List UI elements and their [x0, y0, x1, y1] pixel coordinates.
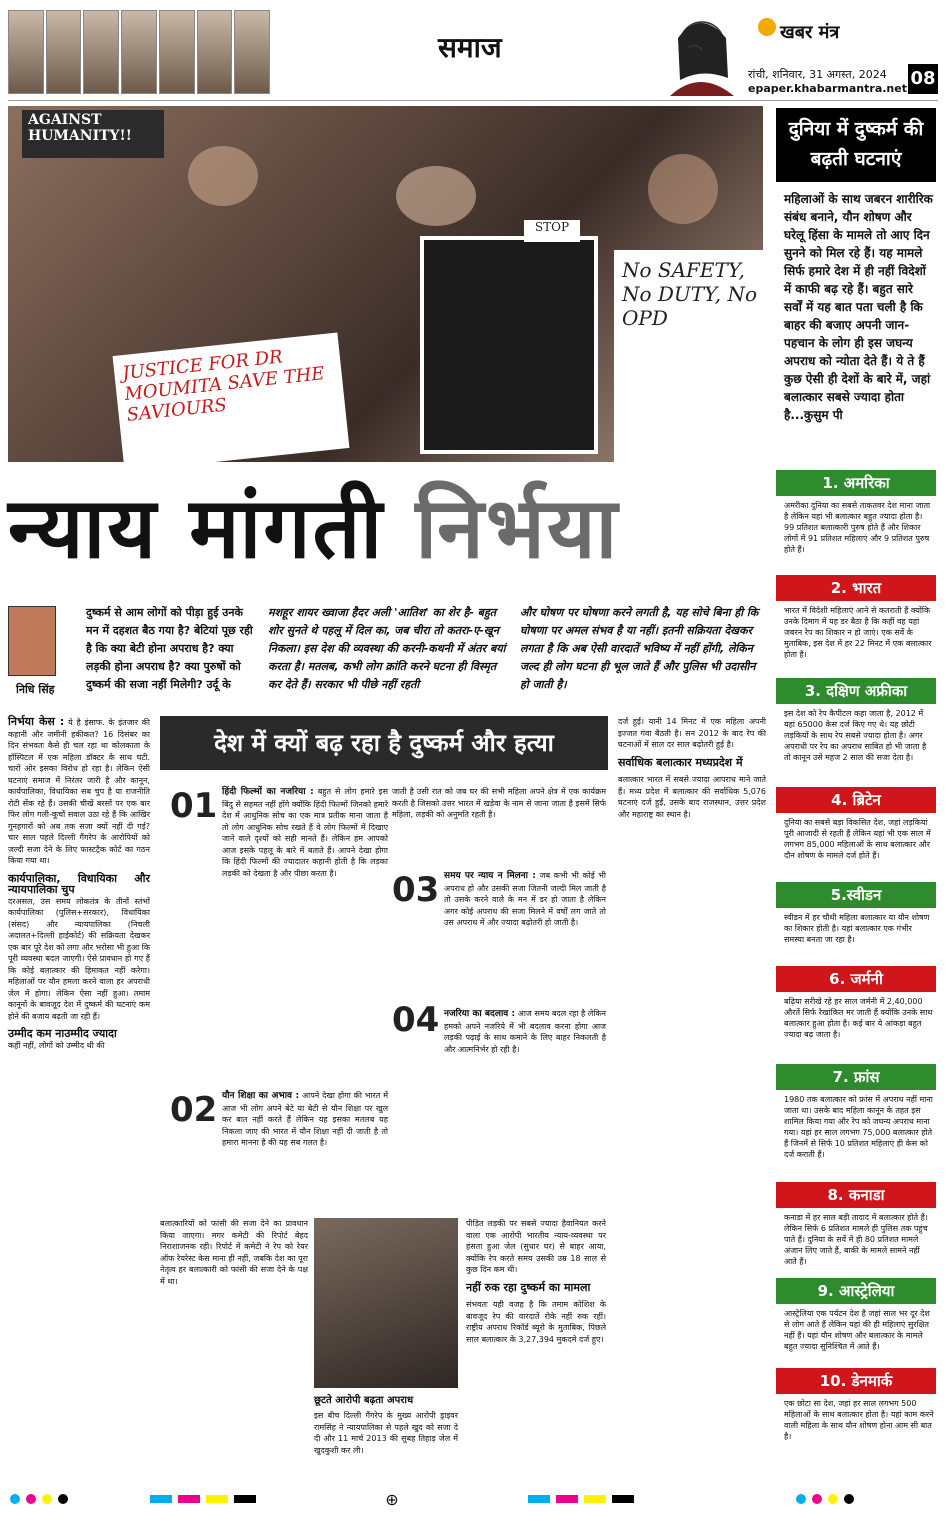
sidebar-country-text: एक छोटा सा देश, जहां हर साल लगभग 500 महिलाओं के साथ बलात्कार होता है। यहां काम करने वाली महिला के साथ यौन शोषण होना आम सी बात है। [784, 1399, 934, 1441]
section-03-head: समय पर न्याय न मिलना : [444, 871, 536, 881]
sidebar-country-text: कनाडा में हर साल बड़ी तादाद में बलात्कार होते हैं। लेकिन सिर्फ 6 प्रतिशत मामले ही पुलिस तक पहुंच पाते हैं। दुनिया के सर्वे में ही 80 प्रतिशत मामले अंजान लिए जाते हैं, बाकी के मामले सामने नहीं आते हैं। [784, 1213, 928, 1266]
photo-subhead: छूटते आरोपी बढ़ता अपराध [314, 1395, 414, 1406]
section-04-text: आज समय बदल रहा है लेकिन हमको अपने नजरिये में भी बदलाव करना होगा आज लड़की पढ़ाई के साथ कमाने के लिए बाहर निकलती है और आत्मनिर्भर हो रही है। [444, 1009, 607, 1054]
brand-logo-icon [758, 18, 776, 36]
protest-sign-4: STOP [524, 220, 580, 242]
sidebar-country-text: 1980 तक बलात्कार को फ्रांस में अपराध नहीं माना जाता था। उसके बाद महिला कानून के तहत इस शामिल किया गया और रेप को जघन्य अपराध माना गया। यहां हर साल लगभग 75,000 बलात्कार होते हैं जिनमें से सिर्फ 10 प्रतिशत महिलाएं ही केस को दर्ज कराती हैं। [784, 1095, 933, 1159]
intro-column-2: मशहूर शायर ख्वाजा हैदर अली 'आतिश' का शेर है- बहुत शोर सुनते थे पहलू में दिल का, जब चीरा तो कतरा-ए-खून निकला। इस देश की व्यवस्था की करनी-कथनी में अंतर बयां करता है। मतलब, कभी लोग क्रांति करने घटना ही विस्मृत कर देते हैं। सरकार भी पीछे नहीं रहती [268, 606, 506, 691]
section-banner: देश में क्यों बढ़ रहा है दुष्कर्म और हत्या [160, 716, 608, 770]
sidebar-country-text: अमरीका दुनिया का सबसे ताकतवर देश माना जाता है लेकिन यहां भी बलात्कार बहुत ज्यादा होता है। 99 प्रतिशत बलात्कारी पुरुष होते हैं और शिकार लोगों में 91 प्रतिशत महिलाएं और 9 प्रतिशत पुरुष होते हैं। [784, 501, 931, 554]
sidebar-country-heading: 2. भारत [776, 575, 936, 601]
section-03 [444, 870, 606, 929]
brand-name: खबर मंत्र [780, 22, 840, 43]
author-photo [8, 606, 56, 676]
sidebar-country-heading: 9. आस्ट्रेलिया [776, 1278, 936, 1304]
sidebar-country-heading: 1. अमरिका [776, 470, 936, 496]
print-registration-marks: ⊕ [0, 1488, 945, 1510]
section-number-01: 01 [170, 786, 218, 826]
sidebar-country-heading: 3. दक्षिण अफ्रीका [776, 678, 936, 704]
main-headline [8, 478, 768, 578]
distressed-girl-illustration [630, 8, 750, 96]
sidebar-country-text: दुनिया का सबसे बड़ा विकसित देश, जहां लड़कियां पूरी आजादी से रहती हैं लेकिन यहां भी एक साल में लगभग 85,000 महिलाओं के साथ बलात्कार और दौन शोषण के मामले दर्ज होते हैं। [784, 818, 931, 860]
section-04-head: नजरिया का बदलाव : [444, 1009, 516, 1019]
body-left-column [8, 716, 150, 1051]
subhead-cases: नहीं रुक रहा दुष्कर्म का मामला [466, 1280, 591, 1294]
sidebar-country-text: आस्ट्रेलिया एक पर्यटन देश है जहां साल भर दूर देश से लोग आते हैं लेकिन यहां की ही महिलाएं सुरक्षित नहीं हैं। यहां यौन शोषण और बलात्कार के मामले बहुत ज्यादा सुनिश्चित में आते हैं। [784, 1309, 930, 1351]
sidebar-country-heading: 5.स्वीडन [776, 882, 936, 908]
intro-column-3: और घोषण पर घोषणा करने लगती है, यह सोचे बिना ही कि घोषणा पर अमल संभव है या नहीं। इतनी सक्रियता देखकर लगता है कि अब ऐसी वारदातें भविष्य में नहीं होंगी, लेकिन जल्द ही लोग घटना ही भूल जाते हैं और पुलिस भी उदासीन हो जाती है। [520, 606, 759, 691]
section-01-text: बहुत से लोग हमारे इस बिंदु से सहमत नहीं होंगे क्योंकि हिंदी फिल्मों जिनको हमारे देश में आधुनिक सोच का एक मात्र प्रतीक माना जाता है तो लोग आधुनिक सोच रखते हैं वे लोग फिल्मों में दिखाए जाने वाले दृश्यों को सही मानते हैं। लेकिन हम आपको आज इसके पहलू के बारे में बताते हैं। आपने देखा होगा कि हिंदी फिल्मों की ज्यादातर कहानी होती है कि लड़का लड़की को देखता है और पीछा करता है। [222, 787, 389, 878]
middle-column-top: जाती है उसी रात को जब घर की सभी महिला अपने क्षेत्र में एक कार्यक्रम करती है जिसको उत्तर भारत में खड़ेवा के नाम से जाना जाता है इसमें सिर्फ महिला, लड़की को अनुमति रहती है। [392, 787, 606, 819]
sidebar-country-heading: 8. कनाडा [776, 1182, 936, 1208]
section-03-text: जब कभी भी कोई भी अपराध हो और उसकी सजा जितनी जल्दी मिल जाती है तो उसके करने वाले के मन में डर हो जाता है लेकिन अगर कोई अपराध की सजा मिलने में वर्षों लग जाते तो उस अपराध में और ज्यादा बढ़ोतरी हो जाती है। [444, 871, 606, 927]
protest-photo [8, 106, 763, 462]
section-number-03: 03 [392, 870, 440, 910]
body-left-text-2: दरअसल, उस समय लोकतंत्र के तीनों स्तंभों कार्यपालिका (पुलिस+सरकार), विधायिका (संसद) और न्यायपालिका (निचली अदालत+दिल्ली हाईकोर्ट) की सक्रियता देखकर एक बार पूरे देश को लगा और भरोसा भी हुआ कि पूरी व्यवस्था बदल जाएगी। ऐसे प्रावधान हो गए हैं कि कोई बलात्कार की हिमाकत नहीं करेगा। महिलाओं पर यौन हमला करने वाला हर अपराधी जेल में होगा। लेकिन ऐसा नहीं हुआ। तमाम कानूनों के बावजूद देश में दुष्कर्म की घटनाएं कम होने की बजाय बढ़ती जा रही हैं। [8, 896, 150, 1021]
subhead-hope: उम्मीद कम नाउम्मीद ज्यादा [8, 1027, 117, 1040]
section-title: समाज [438, 31, 502, 64]
subhead-institutions: कार्यपालिका, विधायिका और न्यायपालिका चुप [8, 871, 150, 896]
author-name: निधि सिंह [16, 683, 55, 696]
page-number: 08 [908, 64, 938, 94]
section-number-02: 02 [170, 1090, 218, 1130]
headline-part-1: न्याय मांगती [8, 479, 385, 577]
intro-column-1: दुष्कर्म से आम लोगों को पीड़ा हुई उनके मन में दहशत बैठ गया है? बेटियां पूछ रही है कि क्या बेटी होना अपराध है? क्या लड़की होना अपराध है? क्या पुरुषों को दुष्कर्म की सजा नहीं मिलेगी? उर्दू के [86, 606, 253, 691]
protest-sign-2: JUSTICE FOR DR MOUMITA SAVE THE SAVIOURS [113, 333, 350, 462]
bottom-column-3-text: पीड़ित लड़की पर सबसे ज्यादा हैवानियत करने वाला एक आरोपी भारतीय न्याय-व्यवस्था पर हंसता हुआ जेल (सुधार घर) से बाहर आया, क्योंकि रेप करते समय उसकी उम्र 18 साल से कुछ दिन कम थी। [466, 1219, 606, 1274]
website-text: epaper.khabarmantra.net [748, 82, 907, 95]
headline-part-2: निर्भया [415, 479, 620, 577]
bottom-column-3 [466, 1218, 606, 1345]
section-02-head: यौन शिक्षा का अभाव : [222, 1091, 300, 1101]
body-right-column [618, 716, 766, 820]
section-04 [444, 1008, 606, 1055]
photo-subhead-text: इस बीच दिल्ली गैंगरेप के मुख्य आरोपी ड्राइवर रामसिंह ने न्यायपालिका से पहले खुद को सजा दे दी और 11 मार्च 2013 की सुबह तिहाड़ जेल में खुदकुशी कर ली। [314, 1411, 458, 1455]
section-01-head: हिंदी फिल्मों का नजरिया : [222, 787, 314, 797]
subhead-madhya-pradesh: सर्वाधिक बलात्कार मध्यप्रदेश में [618, 755, 743, 769]
sidebar-country-text: बढ़िया सरीखे रहे हर साल जर्मनी में 2,40,000 औरतें सिर्फ रेखांकित मर जाती हैं क्योंकि उनके साथ बलात्कार हुआ होता है। कई बार ये आंकड़ा बहुत ज्यादा बढ़ जाता है। [784, 997, 933, 1039]
body-right-text: दर्ज हुई। यानी 14 मिनट में एक महिला अपनी इज्जत गंवा बैठती है। सन 2012 के बाद रेप की घटनाओं में साल दर साल बढ़ोतरी हुई है। [618, 717, 766, 749]
bottom-column-3-text-2: संभवतः यही वजह है कि तमाम कोशिश के बावजूद रेप की वारदातें रोके नहीं रुक रहीं। राष्ट्रीय अपराध रिकॉर्ड ब्यूरो के मुताबिक, पिछले साल बलात्कार के 3,27,394 मुकदमे दर्ज हुए। [466, 1300, 606, 1344]
masthead [0, 0, 945, 100]
section-01 [222, 786, 388, 879]
sidebar-country-text: स्वीडन में हर चौथी महिला बलात्कार या यौन शोषण का शिकार होती है। यहां बलात्कार एक गंभीर समस्या बनता जा रहा है। [784, 913, 930, 944]
header-photo-strip [8, 10, 270, 94]
sidebar-country-heading: 7. फ्रांस [776, 1064, 936, 1090]
section-number-04: 04 [392, 1000, 440, 1040]
body-right-text-2: बलात्कार भारत में सबसे ज्यादा आपराध माने जाते हैं। मध्य प्रदेश में बलात्कार की सर्वाधिक 5,076 घटनाएं दर्ज हुईं, उसके बाद राजस्थान, उत्तर प्रदेश और महाराष्ट्र का स्थान है। [618, 775, 766, 819]
sidebar-country-text: भारत में विदेशी महिलाएं आने से कतराती हैं क्योंकि उनके दिमाग में यह डर बैठा है कि कहीं वह यहां जबरन रेप का शिकार न हो जाएं। एक सर्वे के मुताबिक, इस देश में हर 22 मिनट में एक बलात्कार होता है। [784, 606, 932, 659]
victim-poster [420, 236, 598, 454]
body-left-text: ये है इंसाफ. के इंतजार की कहानी और जमीनी हकीकत? 16 दिसंबर का दिन संभवतः कैसे ही चल रहा था कोलकाता के हॉस्पिटल में एक महिला डॉक्टर के साथ घटी. चारों ओर इसका विरोध हो रहा है। लेकिन ऐसी घटनाएं समाज में निरंतर जारी है और कानून, कार्यपालिका, विधायिका सब चुप है या राजनीति रोटी सेंक रहे हैं। उसकी चीखें बरसों पर एक बार फिर लोग गली-कूचों सवाल उठा रहे हैं कि आखिर गुनहगारों को अब तक सजा क्यों नहीं दी गई? चार साल पहले दिल्ली गैंगरेप के आरोपियों को जल्दी सजा देने के लिए फास्टट्रैक कोर्ट का गठन किया गया था। [8, 718, 150, 865]
sidebar-country-text: इस देश को रेप कैपीटल कहा जाता है, 2012 में यहां 65000 केस दर्ज किए गए थे। यह छोटी लड़कियों के साथ रेप सबसे ज्यादा होता है। अगर अपराधी पर रेप का अपराध साबित हो भी जाता है तो कानून उसे महज 2 साल की सजा देता है। [784, 709, 927, 762]
divider [8, 100, 938, 101]
candle-protest-photo [314, 1218, 458, 1388]
sidebar-title: दुनिया में दुष्कर्म की बढ़ती घटनाएं [776, 108, 936, 182]
protest-sign-3: No SAFETY, No DUTY, No OPD [614, 250, 763, 462]
protest-sign-1: AGAINST HUMANITY!! [22, 110, 164, 158]
sidebar-country-heading: 6. जर्मनी [776, 966, 936, 992]
sidebar-intro: महिलाओं के साथ जबरन शारीरिक संबंध बनाने, यौन शोषण और घरेलू हिंसा के मामले तो आए दिन सुनने को मिल रहे हैं। यह मामले सिर्फ हमारे देश में ही नहीं विदेशों में काफी बढ़ रहे हैं। बहुत सारे सर्वों में यह बात पता चली है कि बाहर की बजाए अपनी जान-पहचान के लोग ही इस जघन्य अपराध को न्योता देते हैं। ये ते हैं कुछ ऐसी ही देशों के बारे में, जहां बलात्कार सबसे ज्यादा होता है...कुसुम पी [784, 192, 933, 422]
date-text: रांची, शनिवार, 31 अगस्त, 2024 [748, 68, 887, 81]
sidebar-country-heading: 4. ब्रिटेन [776, 787, 936, 813]
subhead-nirbhaya: निर्भया केस : [8, 715, 65, 728]
body-left-text-3: कहीं नहीं, लोगों को उम्मीद थी की [8, 1040, 105, 1050]
sidebar-country-heading: 10. डेनमार्क [776, 1368, 936, 1394]
section-02 [222, 1090, 388, 1149]
dateline [748, 68, 907, 96]
section-02-text: आपने देखा होगा की भारत में आज भी लोग अपने बेटे या बेटी से यौन शिक्षा पर खुल कर बात नहीं करते हैं लेकिन यह इसका मतलब यह निकला जाए की भारत में यौन शिक्षा नहीं दी जाती है तो हमारा मानना है की यह सब गलत है। [222, 1091, 388, 1147]
bottom-column-1: बलात्कारियों को फांसी की सजा देने का प्रावधान किया जाएगा। मगर कमेटी की रिपोर्ट बेहद निराशाजनक रही। रिपोर्ट में कमेटी ने रेप को रेयर ऑफ रेयरेस्ट केस माना ही नहीं, जबकि देश का पूरा नेतृत्व हर बलात्कारी को फांसी की सजा देने के पक्ष में था। [160, 1219, 308, 1286]
